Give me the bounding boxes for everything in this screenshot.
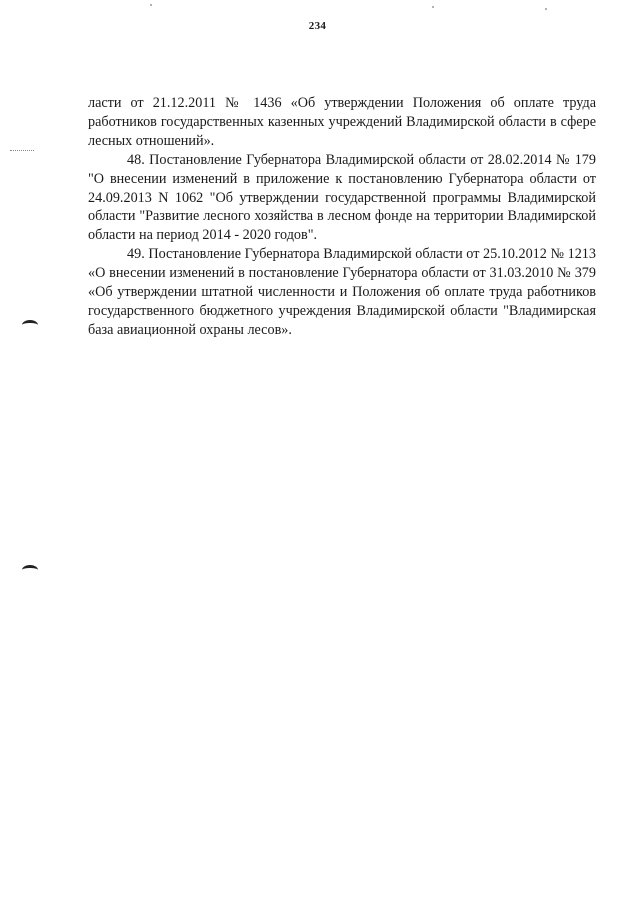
scan-speck [432, 6, 434, 8]
scan-margin-mark [10, 150, 34, 152]
hole-punch-mark-top [22, 320, 38, 330]
hole-punch-mark-bottom [22, 565, 38, 575]
scan-speck [545, 8, 547, 10]
paragraph-continuation: ласти от 21.12.2011 № 1436 «Об утверждении Положения об оплате труда работников государственных казенных учреждений Владимирской области в сфере лесных отношений». [88, 95, 596, 149]
paragraph-item-48: 48. Постановление Губернатора Владимирской области от 28.02.2014 № 179 "О внесении изменений в приложение к постановлению Губернатора области от 24.09.2013 N 1062 "Об утверждении государственной программы Владимирской области "Развитие лесного хозяйства в лесном фонде на территории Владимирской области на период 2014 - 2020 годов". [88, 151, 596, 244]
page-number: 234 [308, 20, 327, 32]
scan-speck [150, 4, 152, 6]
document-body [88, 94, 596, 340]
paragraph-item-49: 49. Постановление Губернатора Владимирской области от 25.10.2012 № 1213 «О внесении изменений в постановление Губернатора области от 31.03.2010 № 379 «Об утверждении штатной численности и Положения об оплате труда работников государственного бюджетного учреждения Владимирской области "Владимирская база авиационной охраны лесов». [88, 246, 596, 338]
